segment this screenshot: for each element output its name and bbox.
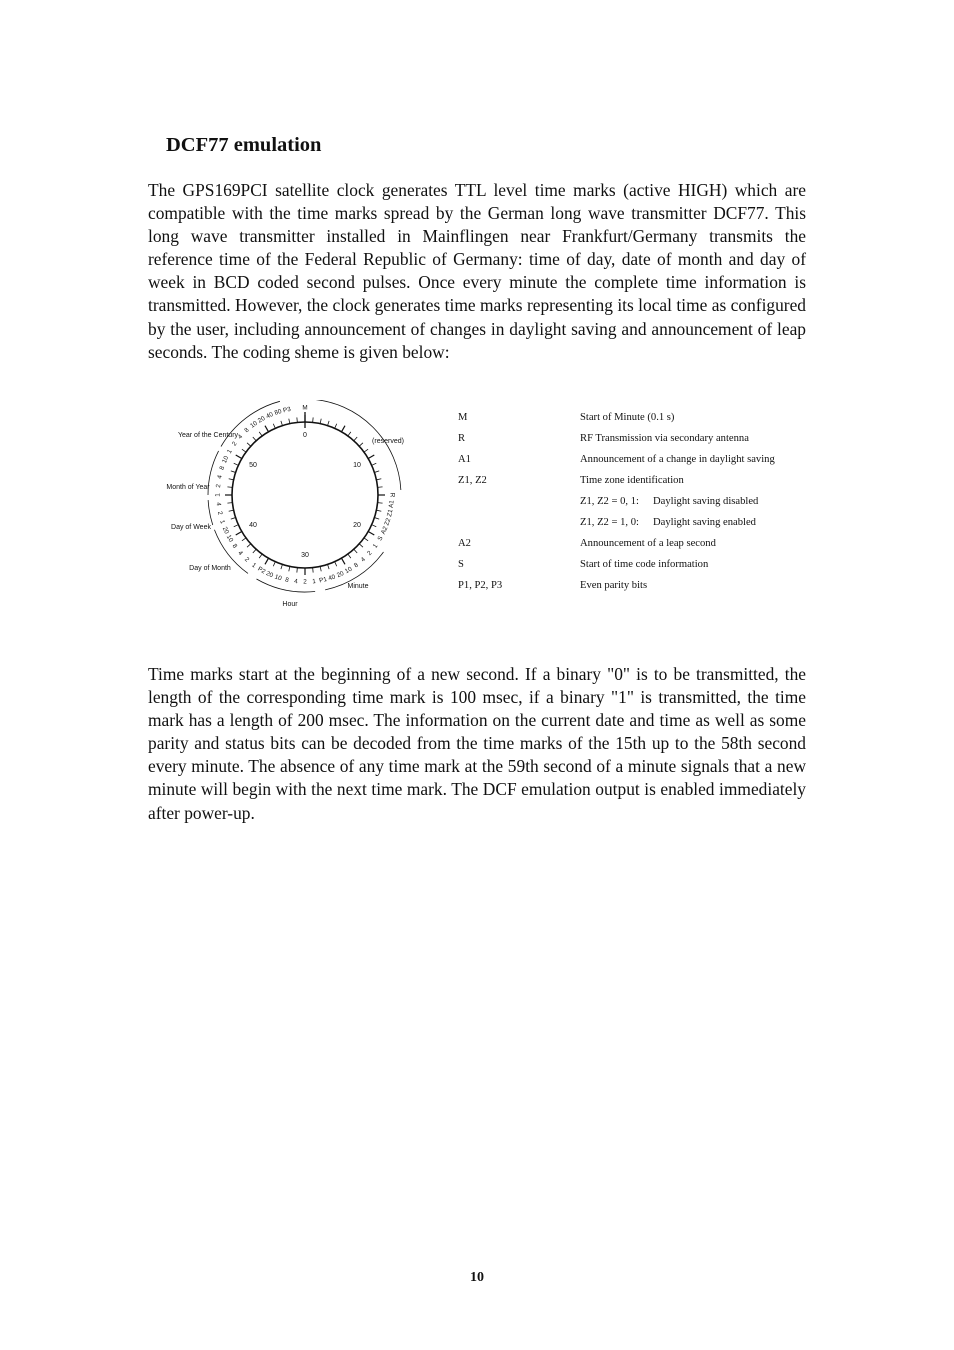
- bit-weight-label: S: [376, 535, 385, 543]
- second-tick: [364, 449, 368, 452]
- second-tick: [259, 432, 262, 436]
- second-tick: [273, 424, 275, 429]
- legend-code: R: [458, 433, 466, 444]
- second-tick: [359, 443, 363, 446]
- bit-weight-label: 2: [215, 510, 224, 516]
- legend-code: M: [458, 412, 468, 423]
- group-bracket: [208, 500, 213, 525]
- second-tick: [229, 510, 234, 511]
- second-tick: [281, 564, 283, 569]
- second-tick: [242, 449, 246, 452]
- bit-weight-label: 40: [265, 411, 275, 421]
- bit-weight-label: P3: [282, 405, 292, 415]
- bit-weight-label: 20: [220, 525, 230, 536]
- second-tick: [247, 443, 251, 446]
- second-labels: [249, 432, 361, 559]
- second-tick: [247, 544, 251, 547]
- second-tick: [297, 568, 298, 573]
- second-tick: [234, 463, 239, 465]
- bit-weight-label: 1: [311, 578, 317, 586]
- bit-weight-label: 4: [236, 549, 244, 557]
- second-tick: [265, 426, 269, 432]
- bit-weight-label: 1: [218, 519, 226, 525]
- second-tick: [236, 455, 242, 459]
- second-tick: [374, 471, 379, 473]
- bit-weight-label: 80: [273, 408, 283, 417]
- bit-weight-label: 4: [236, 433, 245, 441]
- second-tick: [328, 421, 330, 426]
- second-tick: [242, 538, 246, 541]
- legend-desc: Start of Minute (0.1 s): [580, 412, 675, 423]
- group-label: Day of Month: [189, 564, 231, 572]
- bit-weight-label: 8: [230, 542, 239, 550]
- bit-weight-label: M: [302, 404, 308, 412]
- group-label: (reserved): [372, 437, 404, 445]
- bit-weight-label: 4: [214, 501, 222, 507]
- second-number: 40: [249, 521, 257, 529]
- bit-weight-label: 2: [214, 483, 223, 489]
- second-tick: [259, 554, 262, 558]
- second-tick: [253, 437, 256, 441]
- bit-weight-label: P2: [256, 565, 267, 576]
- timing-paragraph: Time marks start at the beginning of a new second. If a binary "0" is to be transmitted, the length of the corresponding time mark is 100 msec, if a binary "1" is transmitted, the time mark has a length of 200 msec. The information on the current date and time as well as some parity and status bits can be decoded from the time marks of the 15th up to the 58th second every minute. The absence of any time mark at the 59th second of a minute signals that a new minute will begin with the next time mark. The DCF emulation output is enabled immediately after power-up.: [148, 664, 806, 823]
- second-tick: [231, 518, 236, 520]
- second-tick: [359, 544, 363, 547]
- second-tick: [297, 417, 298, 422]
- legend-desc: Start of time code information: [580, 559, 709, 570]
- bit-weight-label: 10: [343, 565, 354, 576]
- bit-weight-label: 1: [214, 493, 222, 497]
- second-tick: [335, 562, 337, 567]
- group-label: Day of Week: [171, 523, 211, 531]
- bit-weight-label: 10: [224, 533, 235, 544]
- second-tick: [227, 487, 232, 488]
- bit-weight-label: 10: [221, 455, 231, 465]
- bit-weight-label: 10: [273, 573, 283, 583]
- legend-desc: Even parity bits: [580, 580, 648, 591]
- section-heading: DCF77 emulation: [166, 134, 322, 156]
- bit-weight-label: 1: [371, 542, 380, 550]
- second-tick: [281, 421, 283, 426]
- second-tick: [265, 558, 269, 564]
- bit-weight-label: A2: [379, 525, 390, 536]
- bit-weight-label: 8: [218, 465, 227, 471]
- bit-weight-label: 2: [366, 549, 374, 557]
- second-tick: [342, 558, 346, 564]
- group-label: Minute: [347, 582, 369, 590]
- second-tick: [378, 503, 383, 504]
- second-number: 50: [249, 461, 257, 469]
- group-label: Hour: [282, 600, 298, 608]
- group-label: Year of the Century: [177, 431, 239, 439]
- second-tick: [372, 525, 377, 527]
- legend-code: A1: [458, 454, 471, 465]
- second-tick: [354, 437, 357, 441]
- second-tick: [335, 424, 337, 429]
- bit-weight-label: 20: [256, 415, 267, 425]
- bit-weight-label: 8: [284, 576, 290, 585]
- second-tick: [376, 510, 381, 511]
- legend-code: A2: [458, 538, 471, 549]
- second-number: 10: [353, 461, 361, 469]
- second-number: 0: [303, 431, 307, 439]
- second-tick: [227, 503, 232, 504]
- second-tick: [376, 479, 381, 480]
- bit-weight-label: 40: [327, 573, 337, 583]
- second-tick: [374, 518, 379, 520]
- legend-code: S: [458, 559, 464, 570]
- legend-desc: Announcement of a leap second: [580, 538, 716, 549]
- second-tick: [289, 566, 290, 571]
- legend-code: Z1, Z2: [458, 475, 487, 486]
- legend-code: P1, P2, P3: [458, 580, 503, 591]
- second-tick: [320, 419, 321, 424]
- bit-weight-label: R: [388, 492, 396, 498]
- second-tick: [348, 554, 351, 558]
- bit-weight-label: 2: [303, 578, 307, 586]
- group-bracket: [311, 400, 401, 490]
- intro-paragraph: The GPS169PCI satellite clock generates TTL level time marks (active HIGH) which are compatible with the time marks spread by the German long wave transmitter DCF77. This long wave transmitter installed in Mainflingen near Frankfurt/Germany transmits the reference time of the Federal Republic of Germany: time of day, date of month and day of week in BCD coded second pulses. Once every minute the complete time information is transmitted. However, the clock generates time marks representing its local time as configured by the user, including announcement of changes in daylight saving and announcement of leap seconds. The coding sheme is given below:: [148, 180, 806, 362]
- bit-weight-label: 4: [293, 578, 299, 586]
- dcf77-coding-dial: [150, 400, 440, 615]
- bit-weight-label: 1: [225, 448, 234, 455]
- legend-desc: Z1, Z2 = 1, 0:: [580, 517, 639, 528]
- second-tick: [342, 426, 346, 432]
- second-tick: [378, 487, 383, 488]
- second-tick: [231, 471, 236, 473]
- legend-desc: Time zone identification: [580, 475, 684, 486]
- legend-desc: Z1, Z2 = 0, 1:: [580, 496, 639, 507]
- bit-weight-label: P1: [318, 576, 328, 585]
- bit-weight-label: 8: [352, 561, 360, 570]
- second-tick: [313, 417, 314, 422]
- second-tick: [313, 568, 314, 573]
- legend-desc: Announcement of a change in daylight saving: [580, 454, 775, 465]
- legend-desc-detail: Daylight saving enabled: [653, 517, 756, 528]
- bit-weight-label: 8: [243, 426, 251, 435]
- bit-weight-label: 10: [249, 419, 259, 430]
- second-tick: [320, 566, 321, 571]
- second-tick: [348, 432, 351, 436]
- bit-weight-label: Z1: [386, 508, 395, 518]
- second-tick: [289, 419, 290, 424]
- second-tick: [368, 455, 374, 459]
- second-tick: [372, 463, 377, 465]
- second-number: 20: [353, 521, 361, 529]
- second-number: 30: [301, 551, 309, 559]
- group-arcs: [208, 400, 401, 592]
- second-tick: [234, 525, 239, 527]
- bit-weight-label: 2: [230, 440, 239, 448]
- bit-weight-label: 4: [216, 474, 224, 480]
- second-tick: [236, 532, 242, 536]
- second-tick: [253, 549, 256, 553]
- bit-weight-label: 4: [359, 556, 367, 564]
- second-tick: [273, 562, 275, 567]
- bit-weight-label: 2: [243, 556, 251, 564]
- second-tick: [368, 532, 374, 536]
- bit-weight-label: Z2: [383, 517, 393, 527]
- group-label: Month of Year: [166, 483, 210, 491]
- bit-weight-label: A1: [387, 499, 396, 509]
- bit-weight-label: 20: [264, 570, 275, 580]
- second-tick: [354, 549, 357, 553]
- second-tick: [229, 479, 234, 480]
- bit-weight-label: 1: [250, 561, 258, 570]
- legend-desc: RF Transmission via secondary antenna: [580, 433, 749, 444]
- bit-weight-label: 20: [335, 570, 346, 580]
- legend-desc-detail: Daylight saving disabled: [653, 496, 759, 507]
- second-tick: [328, 564, 330, 569]
- page-number: 10: [470, 1270, 484, 1285]
- second-tick: [364, 538, 368, 541]
